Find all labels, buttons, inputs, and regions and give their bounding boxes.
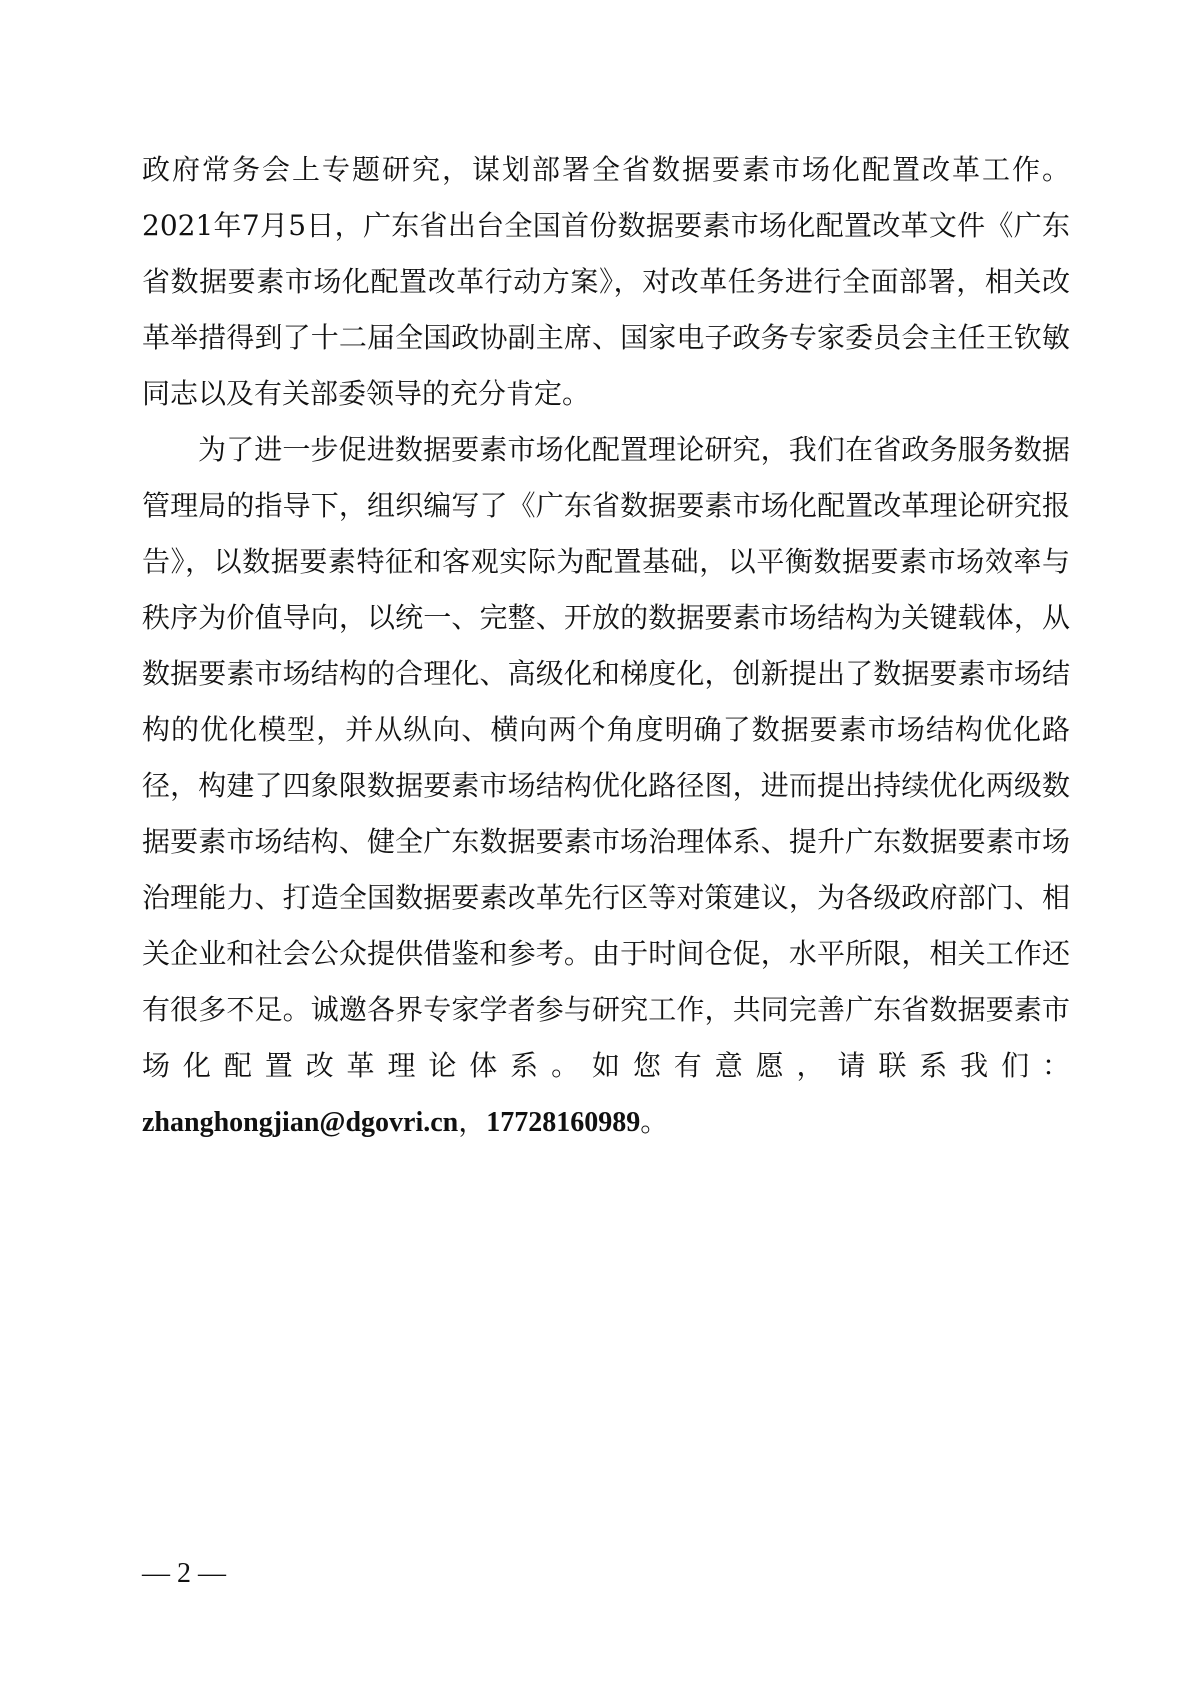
contact-separator: ， [458, 1105, 487, 1138]
contact-phone: 17728160989 [486, 1107, 641, 1138]
continuation-paragraph: 政府常务会上专题研究，谋划部署全省数据要素市场化配置改革工作。2021年7月5日，广东省出台全国首份数据要素市场化配置改革文件《广东省数据要素市场化配置改革行动方案》，对改革任务进行全面部署，相关改革举措得到了十二届全国政协副主席、国家电子政务专家委员会主任王钦敏同志以及有关部委领导的充分肯定。 [142, 153, 1070, 410]
page-number: — 2 — [142, 1558, 226, 1589]
document-body [142, 142, 1070, 1151]
contact-email[interactable]: zhanghongjian@dgovri.cn [142, 1107, 459, 1138]
paragraph-end-mark: 。 [640, 1105, 669, 1138]
second-paragraph-text: 为了进一步促进数据要素市场化配置理论研究，我们在省政务服务数据管理局的指导下，组织编写了《广东省数据要素市场化配置改革理论研究报告》，以数据要素特征和客观实际为配置基础，以平衡数据要素市场效率与秩序为价值导向，以统一、完整、开放的数据要素市场结构为关键载体，从数据要素市场结构的合理化、高级化和梯度化，创新提出了数据要素市场结构的优化模型，并从纵向、横向两个角度明确了数据要素市场结构优化路径，构建了四象限数据要素市场结构优化路径图，进而提出持续优化两级数据要素市场结构、健全广东数据要素市场治理体系、提升广东数据要素市场治理能力、打造全国数据要素改革先行区等对策建议，为各级政府部门、相关企业和社会公众提供借鉴和参考。由于时间仓促，水平所限，相关工作还有很多不足。诚邀各界专家学者参与研究工作，共同完善广东省数据要素市场化配置改革理论体系。如您有意愿，请联系我们： [142, 433, 1070, 1082]
second-paragraph [142, 422, 1070, 1151]
